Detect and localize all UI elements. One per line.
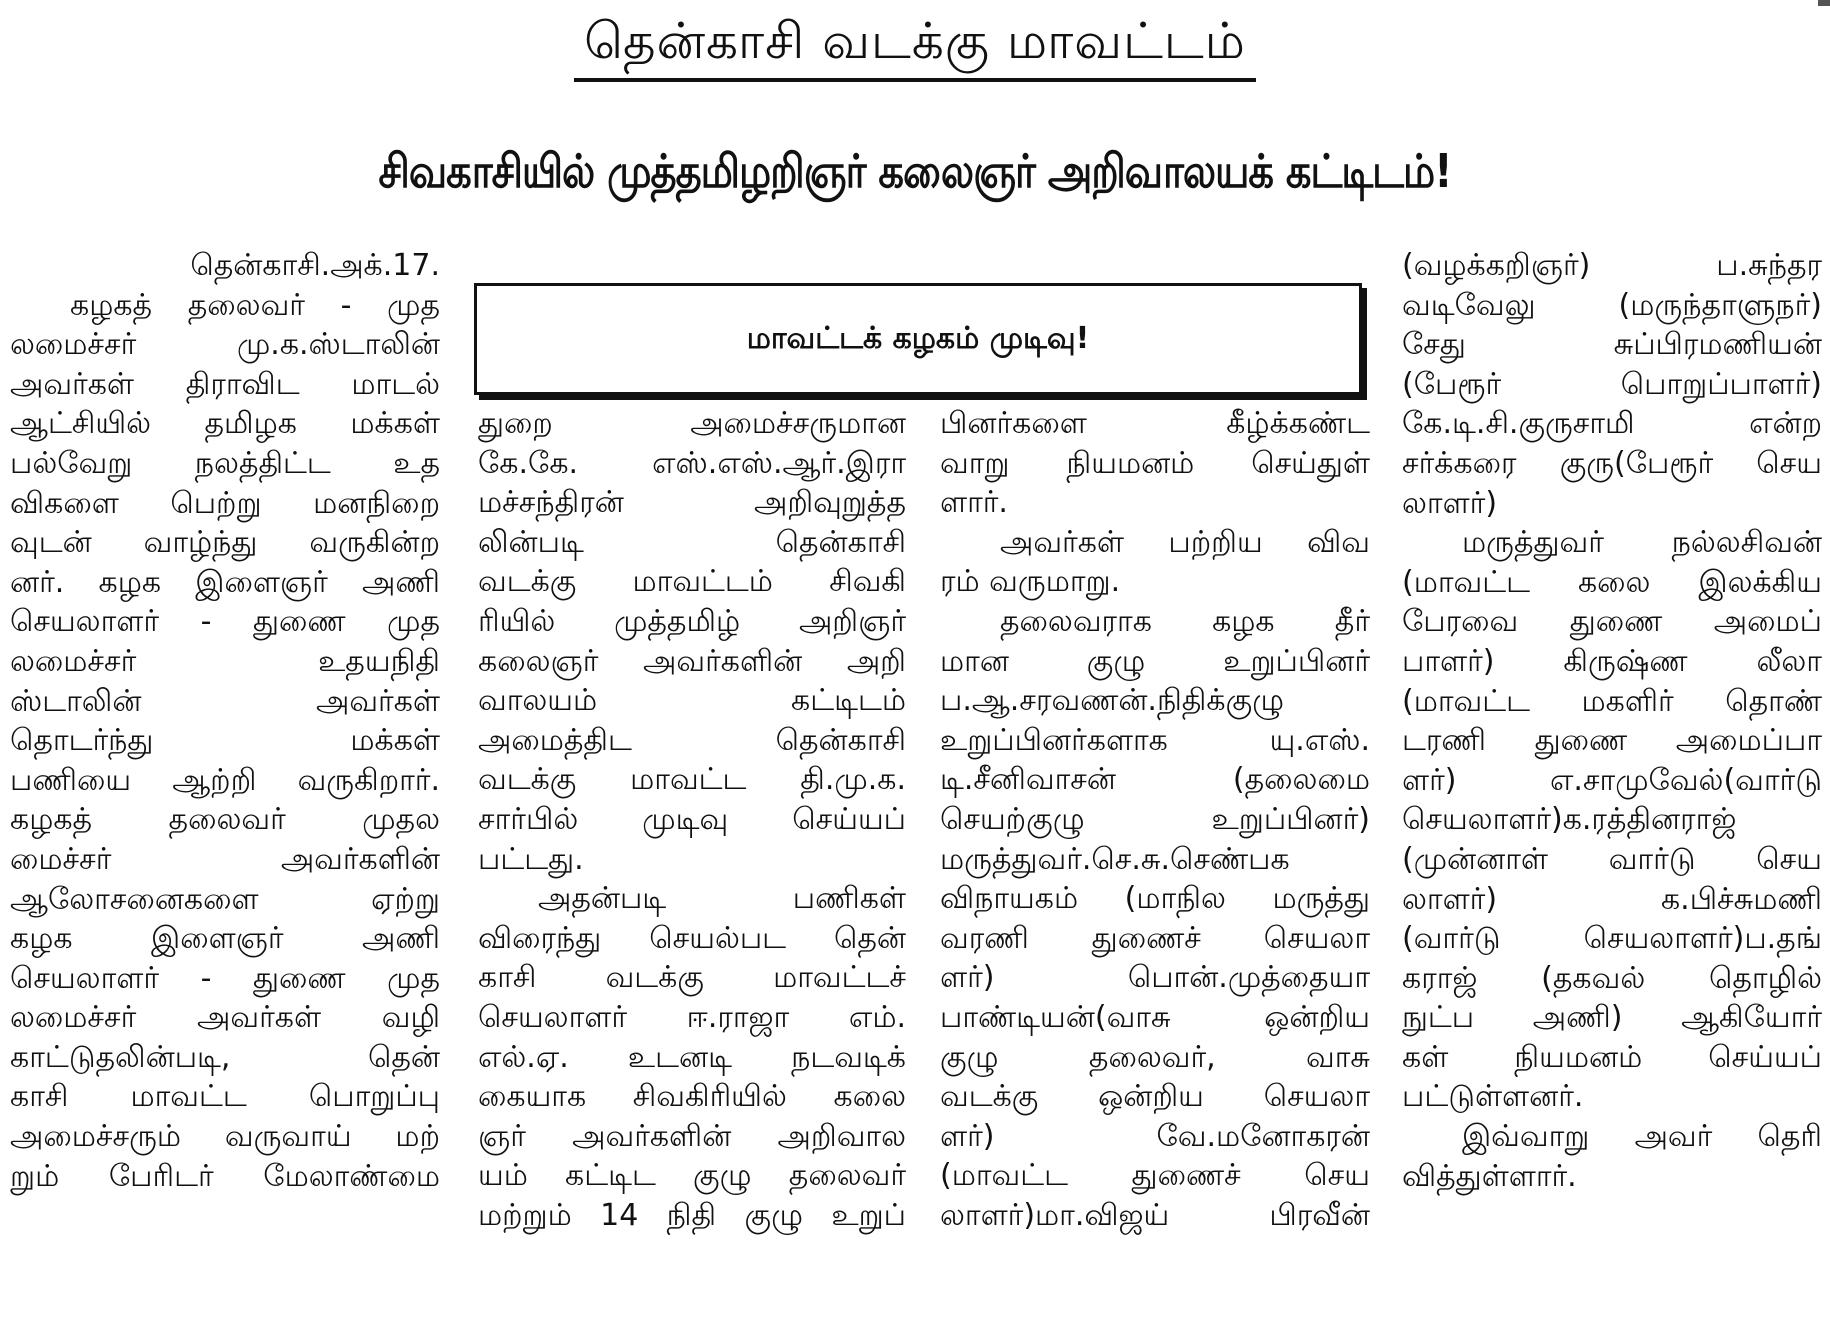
corner-mark bbox=[1818, 0, 1830, 6]
article-line: சர்க்கரை குரு(பேரூர் செய bbox=[1402, 445, 1822, 481]
article-line: லமைச்சர் உதயநிதி bbox=[10, 643, 440, 679]
article-line: காட்டுதலின்படி, தென் bbox=[10, 1039, 440, 1075]
article-line: (முன்னாள் வார்டு செய bbox=[1402, 841, 1822, 877]
article-line: கே.கே. எஸ்.எஸ்.ஆர்.இரா bbox=[478, 445, 906, 481]
article-line: மச்சந்திரன் அறிவுறுத்த bbox=[478, 485, 906, 521]
article-line: வடக்கு மாவட்ட தி.மு.க. bbox=[478, 762, 906, 798]
article-line: டி.சீனிவாசன் (தலைமை bbox=[940, 762, 1370, 798]
article-line: ளார். bbox=[940, 485, 1008, 521]
article-line: வித்துள்ளார். bbox=[1402, 1158, 1577, 1194]
article-line: வடக்கு மாவட்டம் சிவகி bbox=[478, 564, 906, 600]
article-line: ரம் வருமாறு. bbox=[940, 564, 1121, 600]
article-column-2 bbox=[478, 404, 906, 1322]
kicker-wrap bbox=[0, 10, 1830, 82]
article-line: கே.டி.சி.குருசாமி என்ற bbox=[1402, 406, 1822, 442]
article-line: (மாவட்ட மகளிர் தொண் bbox=[1402, 683, 1822, 719]
article-line: வடக்கு ஒன்றிய செயலா bbox=[940, 1079, 1370, 1115]
article-line: (மாவட்ட துணைச் செய bbox=[940, 1158, 1370, 1194]
article-line: அமைத்திட தென்காசி bbox=[478, 722, 906, 758]
article-line: ளர்) எ.சாமுவேல்(வார்டு bbox=[1402, 762, 1822, 798]
article-line: (வழக்கறிஞர்) ப.சுந்தர bbox=[1402, 248, 1822, 283]
article-line: அதன்படி பணிகள் bbox=[538, 881, 906, 917]
article-line: ளர்) பொன்.முத்தையா bbox=[940, 960, 1370, 996]
article-line: வரணி துணைச் செயலா bbox=[940, 920, 1370, 956]
article-line: செயற்குழு உறுப்பினர்) bbox=[940, 801, 1370, 837]
article-line: வடிவேலு (மருந்தாளுநர்) bbox=[1402, 287, 1822, 323]
article-line: காசி மாவட்ட பொறுப்பு bbox=[10, 1079, 440, 1115]
article-line: மருத்துவர்.செ.சு.செண்பக bbox=[940, 841, 1290, 877]
article-line: இவ்வாறு அவர் தெரி bbox=[1462, 1119, 1822, 1155]
article-line: பாளர்) கிருஷ்ண லீலா bbox=[1402, 643, 1822, 679]
article-line: ஞர் அவர்களின் அறிவால bbox=[478, 1118, 906, 1154]
article-line: கழகத் தலைவர் - முத bbox=[70, 287, 440, 323]
article-line: மற்றும் 14 நிதி குழு உறுப் bbox=[478, 1197, 906, 1233]
article-line: அவர்கள் திராவிட மாடல் bbox=[10, 366, 440, 402]
article-line: பணியை ஆற்றி வருகிறார். bbox=[10, 762, 440, 798]
article-line: பட்டது. bbox=[478, 841, 584, 877]
article-line: செயலாளர் - துணை முத bbox=[10, 604, 440, 640]
article-line: காசி வடக்கு மாவட்டச் bbox=[478, 960, 906, 996]
article-line: விரைந்து செயல்பட தென் bbox=[478, 920, 906, 956]
article-line: னர். கழக இளைஞர் அணி bbox=[10, 564, 440, 600]
subheadline-box: மாவட்டக் கழகம் முடிவு! bbox=[474, 283, 1362, 395]
article-column-4 bbox=[1402, 246, 1822, 1322]
article-line: ஆலோசனைகளை ஏற்று bbox=[10, 881, 440, 917]
article-column-1 bbox=[10, 246, 440, 1322]
article-line: பேரவை துணை அமைப் bbox=[1402, 604, 1822, 640]
article-line: கலைஞர் அவர்களின் அறி bbox=[478, 643, 906, 679]
article-line: லமைச்சர் மு.க.ஸ்டாலின் bbox=[10, 327, 440, 363]
article-line: துறை அமைச்சருமான bbox=[478, 406, 906, 441]
article-line: குழு தலைவர், வாசு bbox=[940, 1039, 1370, 1075]
article-line: தொடர்ந்து மக்கள் bbox=[10, 723, 440, 759]
article-line: றும் பேரிடர் மேலாண்மை bbox=[10, 1158, 440, 1194]
article-line: மான குழு உறுப்பினர் bbox=[940, 643, 1370, 679]
article-line: தலைவராக கழக தீர் bbox=[1000, 603, 1370, 639]
article-line: அமைச்சரும் வருவாய் மற் bbox=[10, 1119, 440, 1155]
article-line: யம் கட்டிட குழு தலைவர் bbox=[478, 1158, 906, 1194]
article-line: (மாவட்ட கலை இலக்கிய bbox=[1402, 564, 1822, 600]
article-line: லாளர்)மா.விஜய் பிரவீன் bbox=[940, 1197, 1370, 1233]
article-column-3 bbox=[940, 404, 1370, 1322]
article-line: ரியில் முத்தமிழ் அறிஞர் bbox=[478, 603, 906, 639]
kicker-district-label: தென்காசி வடக்கு மாவட்டம் bbox=[574, 10, 1256, 82]
article-line: நுட்ப அணி) ஆகியோர் bbox=[1402, 1000, 1822, 1036]
article-line: பாண்டியன்(வாசு ஒன்றிய bbox=[940, 999, 1370, 1035]
article-line: ப.ஆ.சரவணன்.நிதிக்குழு bbox=[940, 683, 1285, 719]
article-line: வுடன் வாழ்ந்து வருகின்ற bbox=[10, 525, 440, 561]
article-line: ஆட்சியில் தமிழக மக்கள் bbox=[10, 406, 440, 442]
article-line: பட்டுள்ளனர். bbox=[1402, 1079, 1584, 1115]
article-line: தென்காசி.அக்.17. bbox=[190, 248, 440, 283]
article-line: மருத்துவர் நல்லசிவன் bbox=[1462, 525, 1822, 561]
article-line: வாறு நியமனம் செய்துள் bbox=[940, 445, 1370, 481]
article-line: உறுப்பினர்களாக யு.எஸ். bbox=[940, 722, 1370, 758]
article-line: லாளர்) bbox=[1402, 485, 1498, 521]
article-line: கழக இளைஞர் அணி bbox=[10, 921, 440, 957]
article-line: கையாக சிவகிரியில் கலை bbox=[478, 1079, 906, 1115]
article-line: ஸ்டாலின் அவர்கள் bbox=[10, 683, 440, 719]
article-line: மைச்சர் அவர்களின் bbox=[10, 841, 440, 877]
article-line: செயலாளர்)க.ரத்தினராஜ் bbox=[1402, 802, 1737, 838]
article-line: லின்படி தென்காசி bbox=[478, 524, 906, 560]
article-line: சார்பில் முடிவு செய்யப் bbox=[478, 801, 906, 837]
article-line: விநாயகம் (மாநில மருத்து bbox=[940, 881, 1370, 917]
article-line: (பேரூர் பொறுப்பாளர்) bbox=[1402, 366, 1822, 402]
article-line: அவர்கள் பற்றிய விவ bbox=[1000, 524, 1370, 560]
headline: சிவகாசியில் முத்தமிழறிஞர் கலைஞர் அறிவாலயக் கட்டிடம்! bbox=[378, 145, 1452, 199]
article-line: வாலயம் கட்டிடம் bbox=[478, 683, 906, 719]
article-line: கழகத் தலைவர் முதல bbox=[10, 802, 440, 838]
article-line: கராஜ் (தகவல் தொழில் bbox=[1402, 960, 1822, 996]
article-line: எல்.ஏ. உடனடி நடவடிக் bbox=[478, 1039, 906, 1075]
article-line: செயலாளர் - துணை முத bbox=[10, 960, 440, 996]
article-line: டரணி துணை அமைப்பா bbox=[1402, 723, 1822, 759]
article-line: லாளர்) க.பிச்சுமணி bbox=[1402, 881, 1822, 917]
article-line: பல்வேறு நலத்திட்ட உத bbox=[10, 445, 440, 481]
article-line: (வார்டு செயலாளர்)ப.தங் bbox=[1402, 921, 1822, 957]
article-line: விகளை பெற்று மனநிறை bbox=[10, 485, 440, 521]
article-line: கள் நியமனம் செய்யப் bbox=[1402, 1039, 1822, 1075]
article-line: சேது சுப்பிரமணியன் bbox=[1402, 327, 1822, 363]
article-line: லமைச்சர் அவர்கள் வழி bbox=[10, 1000, 440, 1036]
article-line: செயலாளர் ஈ.ராஜா எம். bbox=[478, 999, 906, 1035]
article-line: ளர்) வே.மனோகரன் bbox=[940, 1118, 1370, 1154]
article-line: பினர்களை கீழ்க்கண்ட bbox=[940, 406, 1370, 441]
